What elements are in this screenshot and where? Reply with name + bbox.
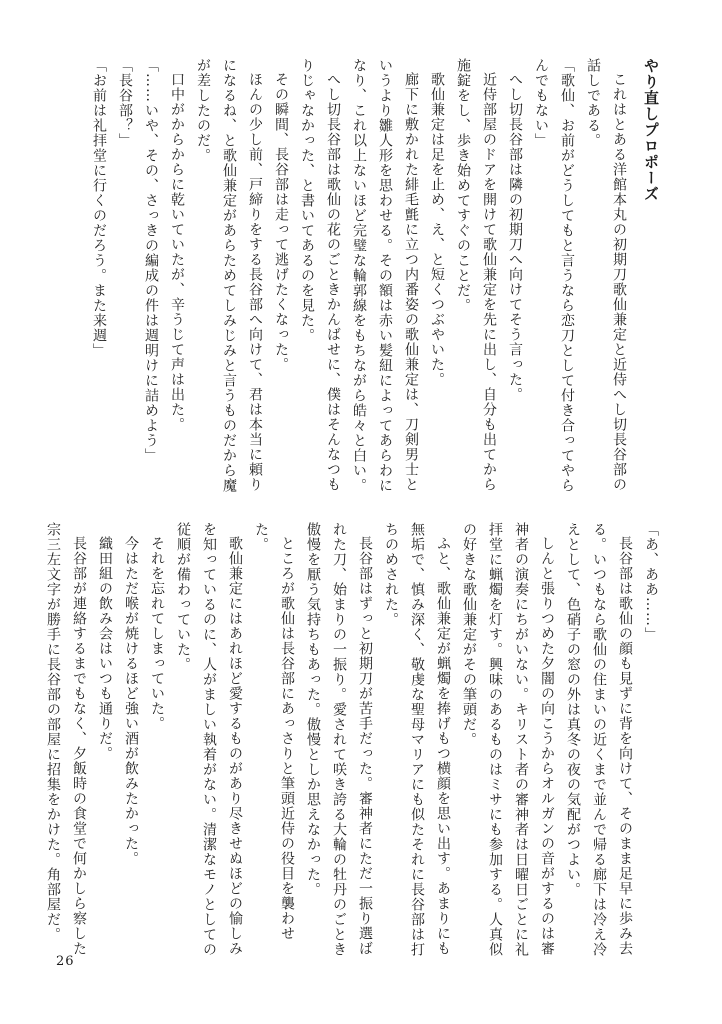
- paragraph: 「長谷部？」: [117, 58, 133, 148]
- paragraph: 長谷部は歌仙の顔も見ずに背を向けて、そのまま足早に歩み去る。いつもなら歌仙の住まいの近くまで並んで帰る廊下は冷え冷えとして、色硝子の窓の外は真冬の夜の気配がつよい。: [565, 522, 633, 957]
- paragraph: 長谷部はずっと初期刀が苦手だった。審神者にただ一振り選ばれた刀、始まりの一振り。愛されて咲き誇る大輪の牡丹のごとき傲慢を厭う気持ちもあった。傲慢としか思えなかった。: [305, 522, 373, 957]
- paragraph: これはとある洋館本丸の初期刀歌仙兼定と近侍へし切長谷部の話しである。: [585, 58, 627, 492]
- paragraph: 歌仙兼定は足を止め、え、と短くつぶやいた。: [429, 72, 445, 387]
- paragraph: ふと、歌仙兼定が蝋燭を捧げもつ横顔を思い出す。あまりにも無垢で、慎み深く、敬虔な聖母マリアにも似たそれに長谷部は打ちのめされた。: [383, 522, 451, 957]
- paragraph: 口中がからからに乾いていたが、辛うじて声は出た。: [169, 72, 185, 432]
- paragraph: 「歌仙、お前がどうしてもと言うなら恋刀として付き合ってやらんでもない」: [533, 58, 575, 493]
- paragraph: それを忘れてしまっていた。: [149, 536, 165, 731]
- bottom-text-block: [45, 522, 664, 964]
- paragraph: 廊下に敷かれた緋毛氈に立つ内番姿の歌仙兼定は、刀剣男士というより雛人形を思わせる。その額は赤い髪紐によってあらわになり、これ以上ないほど完璧な輪郭線をもちながら皓々と白い。: [351, 58, 419, 493]
- paragraph: 長谷部が連絡するまでもなく、夕飯時の食堂で何かしら察した宗三左文字が勝手に長谷部の部屋に招集をかけた。角部屋だ。: [45, 522, 87, 956]
- paragraph: 「……いや、その、さっきの編成の件は週明けに詰めよう」: [143, 58, 159, 463]
- paragraph: ほんの少し前、戸締りをする長谷部へ向けて、君は本当に頼りになるね、と歌仙兼定があらためてしみじみと言うものだから魔が差したのだ。: [195, 58, 263, 493]
- paragraph: 歌仙兼定にはあれほど愛するものがあり尽きせぬほどの愉しみを知っているのに、人がましい執着がない。清潔なモノとしての従順が備わっていた。: [175, 522, 243, 957]
- paragraph: 「あ、ああ……」: [643, 522, 659, 642]
- paragraph: へし切長谷部は隣の初期刀へ向けてそう言った。: [507, 72, 523, 402]
- top-text-block: [50, 58, 664, 500]
- paragraph: 近侍部屋のドアを開けて歌仙兼定を先に出し、自分も出てから施錠をし、歩き始めてすぐのことだ。: [455, 58, 497, 492]
- paragraph: しんと張りつめた夕闇の向こうからオルガンの音がするのは審神者の演奏にちがいない。キリスト者の審神者は日曜日ごとに礼拝堂に蝋燭を灯す。興味のあるものはミサにも参加する。人真似の好きな歌仙兼定がその筆頭だ。: [461, 522, 555, 957]
- paragraph: 織田組の飲み会はいつも通りだ。: [97, 536, 113, 761]
- paragraph: その瞬間、長谷部は走って逃げたくなった。: [273, 72, 289, 372]
- story-title: やり直しプロポーズ: [642, 58, 660, 202]
- paragraph: 「お前は礼拝堂に行くのだろう。また来週」: [91, 58, 107, 358]
- paragraph: へし切長谷部は歌仙の花のごときかんばせに、僕はそんなつもりじゃなかった、と書いてあるのを見た。: [299, 58, 341, 492]
- page-number: 26: [56, 954, 75, 969]
- paragraph: ところが歌仙は長谷部にあっさりと筆頭近侍の役目を襲わせた。: [253, 522, 295, 941]
- paragraph: 今はただ喉が焼けるほど強い酒が飲みたかった。: [123, 536, 139, 866]
